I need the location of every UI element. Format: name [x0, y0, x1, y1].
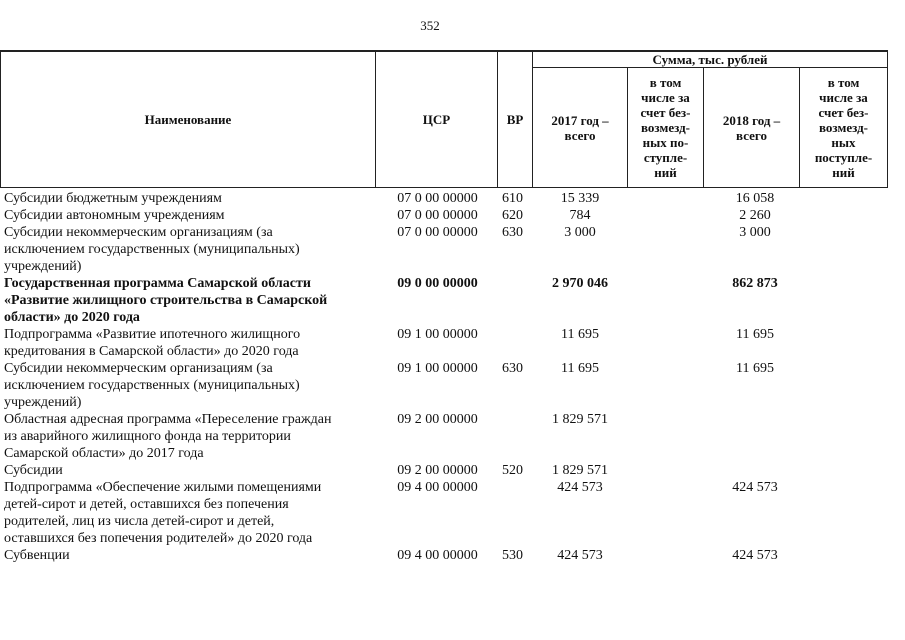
row-2017-total: 11 695	[561, 361, 599, 376]
row-2018-total: 3 000	[739, 225, 771, 240]
table-row	[0, 360, 887, 411]
row-2017-free	[630, 224, 705, 275]
row-name-line: оставшихся без попечения родителей» до 2020 года	[4, 531, 313, 546]
row-2018-total	[705, 411, 805, 462]
row-name-line: Субсидии некоммерческим организациям (за	[4, 361, 273, 376]
row-2018-total: 862 873	[732, 276, 778, 291]
row-name-line: родителей, лиц из числа детей-сирот и детей,	[4, 514, 275, 529]
row-name	[0, 479, 380, 547]
row-name-line: Субсидии автономным учреждениям	[4, 208, 225, 223]
row-2018-total: 16 058	[735, 191, 775, 206]
header-line: ний	[832, 165, 855, 180]
header-line: ных по-	[642, 135, 689, 150]
header-line: 2017 год –	[551, 112, 609, 128]
header-sum-title: Сумма, тыс. рублей	[533, 51, 888, 68]
row-vr: 620	[502, 208, 523, 223]
row-2017-free	[630, 411, 705, 462]
table-row	[0, 207, 887, 224]
row-2018-total: 11 695	[736, 361, 774, 376]
row-name-line: кредитования в Самарской области» до 2020 года	[4, 344, 299, 359]
row-2017-free	[630, 547, 705, 564]
row-vr	[495, 326, 530, 360]
row-vr	[495, 275, 530, 326]
row-csr: 07 0 00 00000	[397, 225, 478, 240]
row-vr: 520	[502, 463, 523, 478]
row-2018-free	[805, 275, 887, 326]
row-name-line: Субсидии бюджетным учреждениям	[4, 191, 222, 206]
row-2017-total: 784	[569, 208, 591, 223]
row-2017-free	[630, 479, 705, 547]
row-2017-total: 424 573	[557, 548, 603, 563]
row-vr: 630	[502, 225, 523, 240]
row-name	[0, 462, 380, 479]
row-name-line: «Развитие жилищного строительства в Самарской	[4, 293, 328, 308]
row-vr: 530	[502, 548, 523, 563]
row-csr: 09 1 00 00000	[397, 361, 478, 376]
row-name-line: Подпрограмма «Обеспечение жилыми помещениями	[4, 480, 322, 495]
row-name	[0, 547, 380, 564]
header-line: в том	[827, 75, 860, 90]
table-row	[0, 326, 887, 360]
row-csr: 07 0 00 00000	[397, 191, 478, 206]
header-line: числе за	[641, 90, 690, 105]
row-name	[0, 275, 380, 326]
row-vr	[495, 479, 530, 547]
row-name-line: из аварийного жилищного фонда на территории	[4, 429, 291, 444]
row-2017-free	[630, 275, 705, 326]
row-name-line: исключением государственных (муниципальных)	[4, 378, 300, 393]
row-name-line: исключением государственных (муниципальных)	[4, 242, 300, 257]
row-2018-free	[805, 207, 887, 224]
header-vr: ВР	[498, 51, 533, 188]
table-row	[0, 275, 887, 326]
header-line: числе за	[819, 90, 868, 105]
row-2017-total: 3 000	[564, 225, 596, 240]
row-2018-free	[805, 411, 887, 462]
header-line: 2018 год –	[722, 112, 781, 128]
row-2017-total: 2 970 046	[552, 276, 608, 291]
row-2018-free	[805, 479, 887, 547]
row-vr	[495, 411, 530, 462]
row-csr: 09 1 00 00000	[397, 327, 478, 342]
row-name-line: Субсидии некоммерческим организациям (за	[4, 225, 273, 240]
row-name-line: Государственная программа Самарской области	[4, 276, 311, 291]
table-row	[0, 411, 887, 462]
row-name-line: Субвенции	[4, 548, 70, 563]
row-csr: 09 4 00 00000	[397, 548, 478, 563]
row-2017-free	[630, 462, 705, 479]
header-line: счет без-	[640, 105, 691, 120]
row-2018-total: 2 260	[739, 208, 771, 223]
row-2018-total: 424 573	[732, 548, 778, 563]
row-name-line: детей-сирот и детей, оставшихся без попечения	[4, 497, 289, 512]
row-name-line: учреждений)	[4, 259, 82, 274]
row-2018-free	[805, 224, 887, 275]
header-name: Наименование	[1, 51, 376, 188]
table-row	[0, 462, 887, 479]
row-2017-free	[630, 190, 705, 207]
row-name-line: Подпрограмма «Развитие ипотечного жилищного	[4, 327, 301, 342]
table-body	[0, 190, 887, 564]
header-line: всего	[564, 127, 596, 143]
header-2018-free	[800, 68, 888, 188]
header-line: ступле-	[643, 150, 688, 165]
header-line: ных	[831, 135, 856, 150]
header-2017-total	[533, 68, 628, 188]
row-2017-total: 1 829 571	[552, 412, 608, 427]
row-name	[0, 190, 380, 207]
row-name-line: учреждений)	[4, 395, 82, 410]
row-name-line: Областная адресная программа «Переселение граждан	[4, 412, 332, 427]
row-csr: 09 2 00 00000	[397, 463, 478, 478]
header-line: ний	[654, 165, 677, 180]
row-2018-total: 424 573	[732, 480, 778, 495]
row-name	[0, 224, 380, 275]
row-2018-free	[805, 462, 887, 479]
row-name-line: Самарской области» до 2017 года	[4, 446, 204, 461]
table-row	[0, 479, 887, 547]
table-row	[0, 547, 887, 564]
row-2017-free	[630, 360, 705, 411]
row-csr: 09 0 00 00000	[397, 276, 478, 291]
row-csr: 07 0 00 00000	[397, 208, 478, 223]
row-2018-free	[805, 190, 887, 207]
header-csr: ЦСР	[376, 51, 498, 188]
row-name	[0, 360, 380, 411]
row-vr: 610	[502, 191, 523, 206]
row-name	[0, 411, 380, 462]
header-line: в том	[649, 75, 682, 90]
row-2018-total: 11 695	[736, 327, 774, 342]
row-2018-free	[805, 547, 887, 564]
row-vr: 630	[502, 361, 523, 376]
row-name-line: области» до 2020 года	[4, 310, 140, 325]
header-2017-free	[628, 68, 704, 188]
header-line: возмезд-	[819, 120, 868, 135]
table-row	[0, 190, 887, 207]
row-csr: 09 4 00 00000	[397, 480, 478, 495]
row-name	[0, 326, 380, 360]
row-2017-free	[630, 326, 705, 360]
header-line: поступле-	[814, 150, 873, 165]
row-2017-total: 424 573	[557, 480, 603, 495]
header-line: всего	[736, 127, 767, 143]
row-name	[0, 207, 380, 224]
row-2017-free	[630, 207, 705, 224]
page-number: 352	[420, 18, 440, 33]
table-header	[0, 50, 888, 188]
row-2017-total: 1 829 571	[552, 463, 608, 478]
row-name-line: Субсидии	[4, 463, 63, 478]
row-2018-free	[805, 360, 887, 411]
row-2017-total: 15 339	[560, 191, 600, 206]
row-2018-total	[705, 462, 805, 479]
row-2018-free	[805, 326, 887, 360]
row-2017-total: 11 695	[561, 327, 599, 342]
table-row	[0, 224, 887, 275]
header-2018-total	[704, 68, 800, 188]
header-line: возмезд-	[641, 120, 690, 135]
header-line: счет без-	[818, 105, 869, 120]
row-csr: 09 2 00 00000	[397, 412, 478, 427]
